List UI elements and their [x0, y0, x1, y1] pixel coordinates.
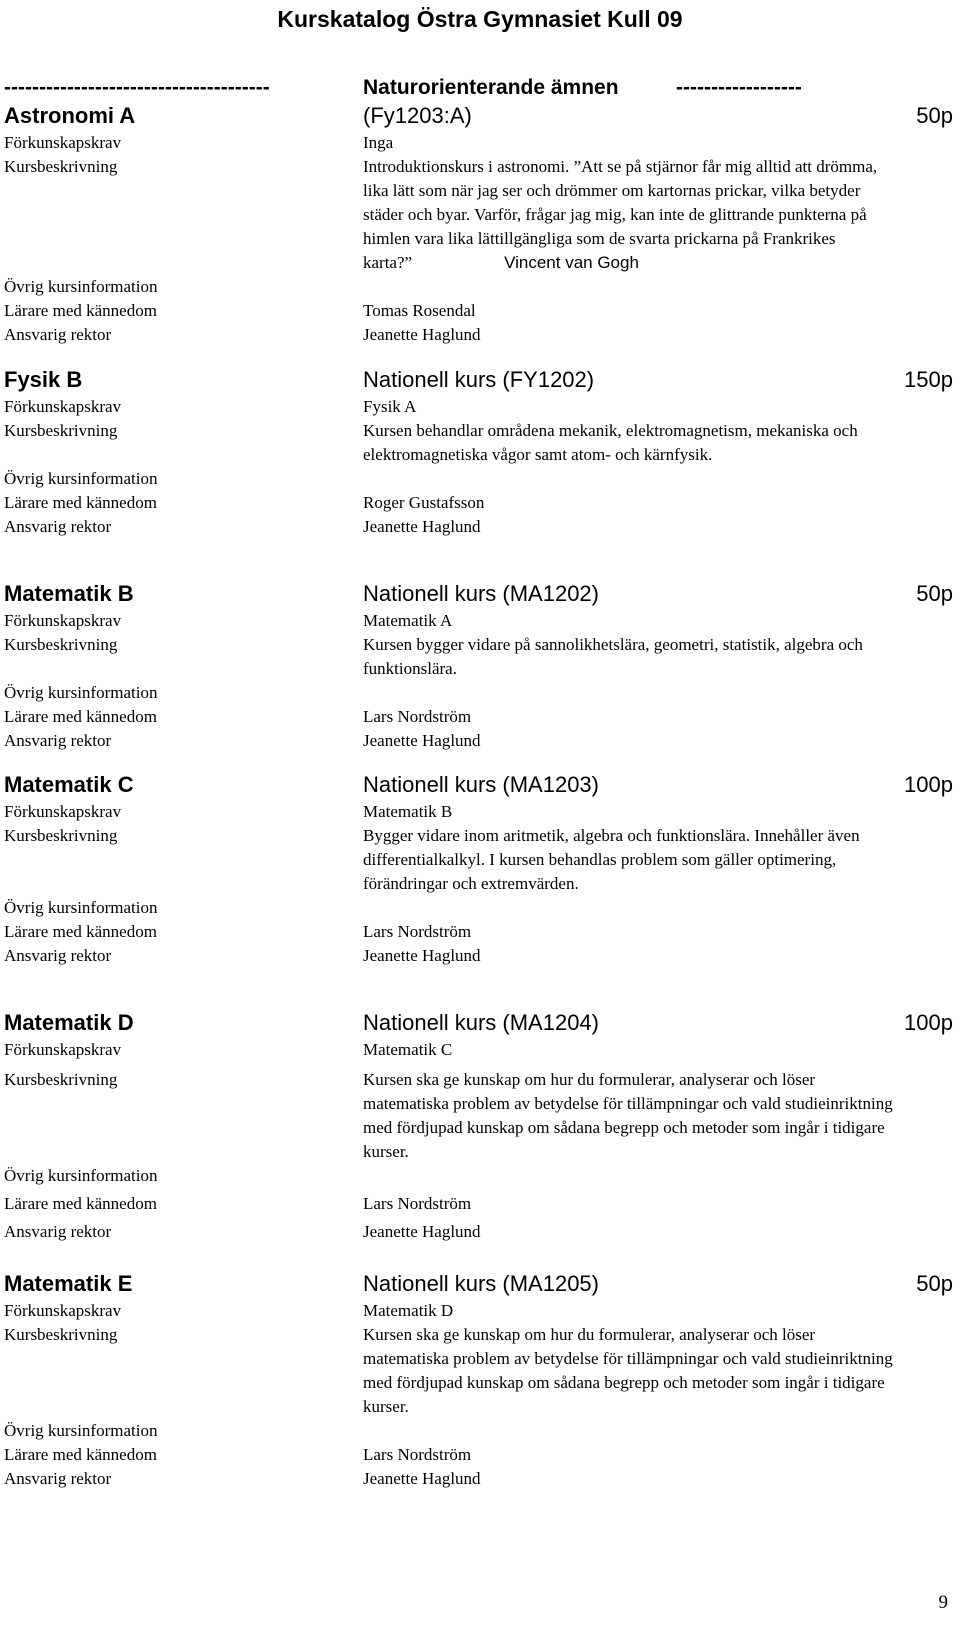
principal-value: Jeanette Haglund — [363, 325, 481, 344]
other-info-label: Övrig kursinformation — [4, 1421, 158, 1440]
prereq-label: Förkunskapskrav — [4, 611, 122, 630]
teacher-label: Lärare med kännedom — [4, 301, 157, 320]
other-info-label: Övrig kursinformation — [4, 469, 158, 488]
principal-row — [0, 1220, 960, 1244]
principal-label: Ansvarig rektor — [4, 325, 112, 344]
other-info-label: Övrig kursinformation — [4, 277, 158, 296]
principal-label: Ansvarig rektor — [4, 1469, 112, 1488]
course-points: 150p — [904, 367, 953, 392]
course-header — [0, 581, 960, 609]
principal-value: Jeanette Haglund — [363, 1469, 481, 1488]
course-name: Astronomi A — [4, 103, 136, 128]
other-info-value — [363, 1419, 903, 1443]
prereq-row — [0, 800, 960, 824]
prereq-value: Matematik D — [363, 1301, 454, 1320]
teacher-label: Lärare med kännedom — [4, 1445, 157, 1464]
course-points: 100p — [904, 772, 953, 797]
principal-label: Ansvarig rektor — [4, 517, 112, 536]
prereq-label: Förkunskapskrav — [4, 133, 122, 152]
principal-row — [0, 944, 960, 968]
course-name: Matematik E — [4, 1271, 133, 1296]
course-header — [0, 772, 960, 800]
teacher-value: Tomas Rosendal — [363, 301, 476, 320]
description-label: Kursbeskrivning — [4, 421, 118, 440]
teacher-value: Lars Nordström — [363, 922, 472, 941]
prereq-value: Matematik C — [363, 1040, 453, 1059]
teacher-label: Lärare med kännedom — [4, 493, 157, 512]
prereq-label: Förkunskapskrav — [4, 1301, 122, 1320]
description-label: Kursbeskrivning — [4, 1325, 118, 1344]
description-row — [0, 633, 960, 681]
principal-label: Ansvarig rektor — [4, 1222, 112, 1241]
description-row — [0, 1323, 960, 1419]
teacher-row — [0, 705, 960, 729]
other-info-row — [0, 896, 960, 920]
principal-row — [0, 1467, 960, 1491]
page-number: 9 — [938, 1592, 948, 1613]
description-value: Kursen behandlar områdena mekanik, elektromagnetism, mekaniska och elektromagnetiska vågor samt atom- och kärnfysik. — [363, 421, 858, 464]
teacher-row — [0, 1443, 960, 1467]
course-code: Nationell kurs (MA1203) — [363, 772, 599, 797]
other-info-label: Övrig kursinformation — [4, 898, 158, 917]
principal-row — [0, 323, 960, 347]
course-header — [0, 103, 960, 131]
description-label: Kursbeskrivning — [4, 1070, 118, 1089]
description-value: Kursen ska ge kunskap om hur du formulerar, analyserar och löser matematiska problem av betydelse för tillämpningar och vald studieinriktning med fördjupad kunskap om sådana begrepp och metoder som ingår i tidigare kurser. — [363, 1325, 893, 1416]
section-title: Naturorienterande ämnen — [363, 76, 619, 99]
other-info-value — [363, 1164, 903, 1188]
principal-label: Ansvarig rektor — [4, 731, 112, 750]
course-code: Nationell kurs (MA1204) — [363, 1010, 599, 1035]
teacher-value: Roger Gustafsson — [363, 493, 485, 512]
course-header — [0, 1271, 960, 1299]
teacher-label: Lärare med kännedom — [4, 707, 157, 726]
teacher-row — [0, 299, 960, 323]
principal-value: Jeanette Haglund — [363, 517, 481, 536]
course-entry — [0, 581, 960, 753]
principal-row — [0, 515, 960, 539]
course-code: Nationell kurs (FY1202) — [363, 367, 595, 392]
prereq-label: Förkunskapskrav — [4, 397, 122, 416]
course-points: 50p — [916, 1271, 953, 1296]
description-value: Bygger vidare inom aritmetik, algebra och funktionslära. Innehåller även differentialkalkyl. I kursen behandlas problem som gäller optimering, förändringar och extremvärden. — [363, 826, 860, 893]
course-header — [0, 367, 960, 395]
description-row — [0, 1068, 960, 1164]
course-entry — [0, 772, 960, 968]
teacher-row — [0, 920, 960, 944]
description-value: Kursen bygger vidare på sannolikhetslära, geometri, statistik, algebra och funktionslära. — [363, 635, 863, 678]
teacher-label: Lärare med kännedom — [4, 922, 157, 941]
course-entry — [0, 103, 960, 347]
other-info-row — [0, 1419, 960, 1443]
prereq-row — [0, 1038, 960, 1062]
teacher-value: Lars Nordström — [363, 1194, 472, 1213]
other-info-row — [0, 681, 960, 705]
course-entry — [0, 1271, 960, 1491]
teacher-value: Lars Nordström — [363, 707, 472, 726]
section-divider-right: ------------------ — [676, 76, 802, 99]
other-info-value — [363, 681, 903, 705]
other-info-label: Övrig kursinformation — [4, 1166, 158, 1185]
description-row — [0, 824, 960, 896]
page-title: Kurskatalog Östra Gymnasiet Kull 09 — [277, 6, 683, 32]
description-label: Kursbeskrivning — [4, 635, 118, 654]
description-value: Kursen ska ge kunskap om hur du formulerar, analyserar och löser matematiska problem av betydelse för tillämpningar och vald studieinriktning med fördjupad kunskap om sådana begrepp och metoder som ingår i tidigare kurser. — [363, 1070, 893, 1161]
other-info-row — [0, 275, 960, 299]
course-name: Matematik B — [4, 581, 134, 606]
course-name: Matematik C — [4, 772, 134, 797]
other-info-row — [0, 1164, 960, 1188]
course-header — [0, 1010, 960, 1038]
teacher-value: Lars Nordström — [363, 1445, 472, 1464]
prereq-value: Matematik A — [363, 611, 453, 630]
course-points: 50p — [916, 103, 953, 128]
prereq-row — [0, 131, 960, 155]
description-text: Introduktionskurs i astronomi. ”Att se på stjärnor får mig alltid att drömma, lika lätt som när jag ser och drömmer om kartornas prickar, vilka betyder städer och byar. Varför, frågar jag mig, kan inte de glittrande punkterna på himlen vara lika lättillgängliga som de svarta prickarna på Frankrikes karta?” — [363, 157, 878, 272]
course-name: Matematik D — [4, 1010, 134, 1035]
description-label: Kursbeskrivning — [4, 157, 118, 176]
other-info-row — [0, 467, 960, 491]
principal-value: Jeanette Haglund — [363, 946, 481, 965]
description-label: Kursbeskrivning — [4, 826, 118, 845]
course-points: 50p — [916, 581, 953, 606]
other-info-label: Övrig kursinformation — [4, 683, 158, 702]
teacher-label: Lärare med kännedom — [4, 1194, 157, 1213]
other-info-value — [363, 896, 903, 920]
course-entry — [0, 367, 960, 539]
principal-row — [0, 729, 960, 753]
prereq-value: Inga — [363, 133, 394, 152]
course-code: (Fy1203:A) — [363, 103, 472, 128]
prereq-value: Matematik B — [363, 802, 453, 821]
course-code: Nationell kurs (MA1202) — [363, 581, 599, 606]
prereq-row — [0, 395, 960, 419]
teacher-row — [0, 491, 960, 515]
section-divider-left: -------------------------------------- — [4, 76, 270, 99]
course-code: Nationell kurs (MA1205) — [363, 1271, 599, 1296]
course-entry — [0, 1010, 960, 1244]
other-info-value — [363, 275, 903, 299]
other-info-value — [363, 467, 903, 491]
course-name: Fysik B — [4, 367, 83, 392]
teacher-row — [0, 1192, 960, 1216]
prereq-row — [0, 609, 960, 633]
prereq-row — [0, 1299, 960, 1323]
quote-author: Vincent van Gogh — [504, 253, 639, 272]
prereq-value: Fysik A — [363, 397, 417, 416]
principal-label: Ansvarig rektor — [4, 946, 112, 965]
principal-value: Jeanette Haglund — [363, 1222, 481, 1241]
course-points: 100p — [904, 1010, 953, 1035]
description-value — [363, 155, 903, 275]
principal-value: Jeanette Haglund — [363, 731, 481, 750]
prereq-label: Förkunskapskrav — [4, 1040, 122, 1059]
section-heading — [0, 76, 960, 102]
description-row — [0, 155, 960, 275]
prereq-label: Förkunskapskrav — [4, 802, 122, 821]
description-row — [0, 419, 960, 467]
